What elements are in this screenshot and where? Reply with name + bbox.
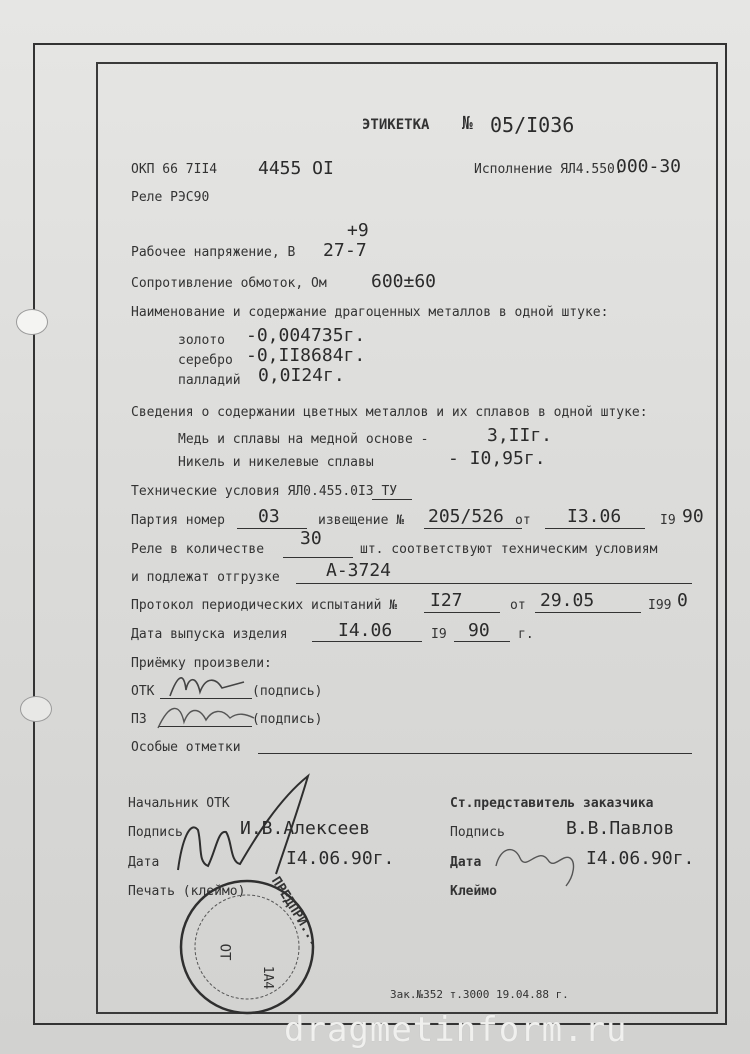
- batch-value: 03: [258, 506, 280, 527]
- okp-label: ОКП 66 7II4: [131, 162, 218, 177]
- notice-date-line: [545, 528, 645, 529]
- notice-value: 205/526: [428, 506, 504, 527]
- rep-label: Ст.представитель заказчика: [450, 796, 654, 811]
- gold-label: золото: [178, 333, 225, 348]
- notice-line: [424, 528, 522, 529]
- relay-type: Реле РЭС90: [131, 190, 210, 205]
- copper-label: Медь и сплавы на медной основе -: [178, 432, 429, 447]
- rep-name: В.В.Павлов: [566, 818, 675, 839]
- notes-line: [258, 753, 692, 754]
- chief-name: И.В.Алексеев: [240, 818, 371, 839]
- release-label: Дата выпуска изделия: [131, 627, 288, 642]
- protocol-year-prefix: I99: [648, 598, 672, 613]
- protocol-line: [424, 612, 500, 613]
- palladium-label: палладий: [178, 373, 241, 388]
- number-sign: №: [462, 113, 473, 134]
- notes-label: Особые отметки: [131, 740, 241, 755]
- notice-label: извещение №: [318, 513, 405, 528]
- protocol-date-line: [535, 612, 641, 613]
- ship-value: А-3724: [326, 560, 392, 581]
- tech-conditions: Технические условия ЯЛ0.455.0I3 ТУ: [131, 484, 398, 499]
- watermark: dragmetinform.ru: [284, 1010, 628, 1050]
- release-year: 90: [468, 620, 490, 641]
- notice-year: 90: [682, 506, 704, 527]
- resistance-label: Сопротивление обмоток, Ом: [131, 276, 327, 291]
- qty-line: [283, 557, 353, 558]
- punch-hole-bottom: [20, 696, 52, 722]
- stamp-text-top: ПРЕДПРИ...: [268, 874, 323, 949]
- notice-year-prefix: I9: [660, 513, 676, 528]
- brand-label: Клеймо: [450, 884, 497, 899]
- precious-heading: Наименование и содержание драгоценных металлов в одной штуке:: [131, 305, 609, 320]
- release-year-prefix: I9: [431, 627, 447, 642]
- protocol-from-label: от: [510, 598, 526, 613]
- print-info: Зак.№352 т.3000 19.04.88 г.: [390, 988, 569, 1001]
- stamp-text-bottom: 1А4: [260, 965, 276, 990]
- pz-signature-hint: (подпись): [252, 712, 323, 727]
- nonferrous-heading: Сведения о содержании цветных металлов и их сплавов в одной штуке:: [131, 405, 648, 420]
- chief-signature-image: [168, 770, 318, 880]
- pz-label: ПЗ: [131, 712, 147, 727]
- protocol-year: 0: [677, 590, 688, 611]
- ship-line: [296, 583, 692, 584]
- otk-signature-hint: (подпись): [252, 684, 323, 699]
- rep-date-label: Дата: [450, 855, 482, 870]
- gold-value: -0,004735г.: [246, 325, 366, 346]
- chief-date-label: Дата: [128, 855, 160, 870]
- execution-value: 000-30: [616, 156, 682, 177]
- execution-label: Исполнение ЯЛ4.550.: [474, 162, 623, 177]
- notice-from-label: от: [515, 513, 531, 528]
- protocol-value: I27: [430, 590, 463, 611]
- otk-label: ОТК: [131, 684, 155, 699]
- silver-value: -0,II8684г.: [246, 345, 366, 366]
- chief-date: I4.06.90г.: [286, 848, 395, 869]
- release-year-suffix: г.: [518, 627, 534, 642]
- rep-sign-label: Подпись: [450, 825, 505, 840]
- acceptance-label: Приёмку произвели:: [131, 656, 272, 671]
- qty-suffix: шт. соответствуют техническим условиям: [360, 542, 658, 557]
- pz-signature-image: [150, 698, 260, 734]
- protocol-date: 29.05: [540, 590, 595, 611]
- label-number: 05/I036: [490, 113, 575, 137]
- voltage-minus: -7: [345, 240, 367, 261]
- qty-label: Реле в количестве: [131, 542, 265, 557]
- voltage-plus: +9: [347, 220, 369, 241]
- batch-label: Партия номер: [131, 513, 225, 528]
- round-stamp: [178, 874, 323, 1016]
- rep-signature-image: [490, 836, 586, 890]
- release-year-line: [454, 641, 510, 642]
- notice-date: I3.06: [567, 506, 622, 527]
- nickel-value: - I0,95г.: [448, 448, 546, 469]
- voltage-value: 27: [323, 240, 345, 261]
- qty-value: 30: [300, 528, 322, 549]
- okp-code: 4455 OI: [258, 158, 334, 179]
- chief-sign-label: Подпись: [128, 825, 183, 840]
- ship-label: и подлежат отгрузке: [131, 570, 280, 585]
- palladium-value: 0,0I24г.: [258, 365, 345, 386]
- chief-label: Начальник ОТК: [128, 796, 230, 811]
- protocol-label: Протокол периодических испытаний №: [131, 598, 398, 613]
- tu-underline: [372, 499, 412, 500]
- rep-date: I4.06.90г.: [586, 848, 695, 869]
- seal-label: Печать (клеймо): [128, 884, 246, 899]
- release-date-line: [312, 641, 422, 642]
- resistance-value: 600±60: [371, 271, 437, 292]
- stamp-text-center: ОТ: [216, 943, 233, 961]
- label-title: ЭТИКЕТКА: [362, 117, 430, 133]
- silver-label: серебро: [178, 353, 233, 368]
- nickel-label: Никель и никелевые сплавы: [178, 455, 374, 470]
- release-date: I4.06: [338, 620, 393, 641]
- copper-value: 3,IIг.: [487, 425, 553, 446]
- voltage-label: Рабочее напряжение, В: [131, 245, 296, 260]
- batch-line: [237, 528, 307, 529]
- punch-hole-top: [16, 309, 48, 335]
